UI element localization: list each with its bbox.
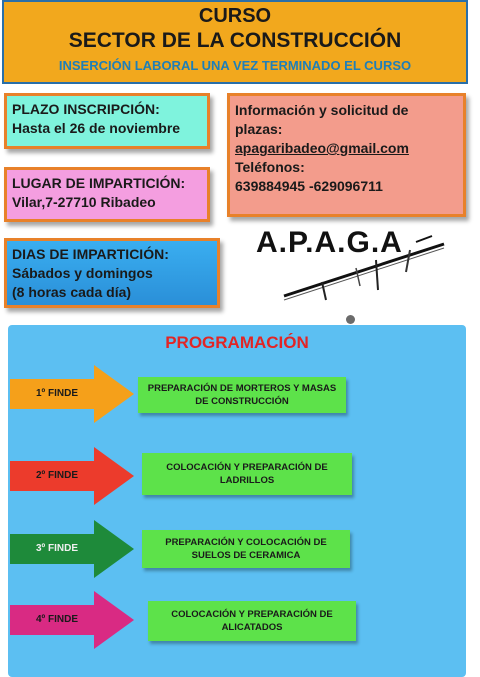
week-1-arrow	[10, 365, 134, 423]
header-course-title: SECTOR DE LA CONSTRUCCIÓN	[68, 29, 402, 52]
week-4-arrow	[10, 591, 134, 649]
week-3-arrow	[10, 520, 134, 578]
course-header	[2, 0, 468, 84]
week-1-topic	[138, 377, 346, 413]
week-1-topic-text: PREPARACIÓN DE MORTEROS Y MASAS DE CONSTRUCCIÓN	[147, 383, 337, 407]
registration-deadline-title: PLAZO INSCRIPCIÓN:	[12, 101, 160, 117]
contact-email-link[interactable]: apagaribadeo@gmail.com	[235, 140, 409, 156]
week-3-topic-text: PREPARACIÓN Y COLOCACIÓN DE SUELOS DE CERAMICA	[165, 537, 327, 561]
schedule-days: Sábados y domingos	[12, 265, 153, 281]
apaga-logo-text: A.P.A.G.A	[256, 226, 403, 259]
contact-info-box	[227, 93, 466, 217]
week-2-topic-text: COLOCACIÓN Y PREPARACIÓN DE LADRILLOS	[166, 462, 328, 486]
week-2-topic	[142, 453, 352, 495]
program-panel	[8, 325, 466, 677]
location-value: Vilar,7-27710 Ribadeo	[12, 194, 156, 210]
contact-phones: 639884945 -629096711	[235, 178, 383, 194]
week-1-label: 1º FINDE	[36, 388, 78, 399]
contact-info-line2: plazas:	[235, 121, 283, 137]
week-4-topic	[148, 601, 356, 641]
program-title: PROGRAMACIÓN	[165, 333, 309, 352]
week-4-topic-text: COLOCACIÓN Y PREPARACIÓN DE ALICATADOS	[171, 609, 333, 633]
week-2-arrow	[10, 447, 134, 505]
schedule-hours: (8 horas cada día)	[12, 284, 132, 300]
header-subtitle: INSERCIÓN LABORAL UNA VEZ TERMINADO EL CURSO	[58, 58, 412, 73]
contact-phones-label: Teléfonos:	[235, 159, 305, 175]
decorative-dot	[346, 315, 355, 324]
schedule-title: DIAS DE IMPARTICIÓN:	[12, 246, 169, 262]
week-3-topic	[142, 530, 350, 568]
contact-info-line1: Información y solicitud de	[235, 102, 409, 118]
week-4-label: 4º FINDE	[36, 614, 78, 625]
location-box	[4, 167, 210, 222]
schedule-box	[4, 238, 220, 308]
location-title: LUGAR DE IMPARTICIÓN:	[12, 175, 186, 191]
week-3-label: 3º FINDE	[36, 543, 78, 554]
week-2-label: 2º FINDE	[36, 470, 78, 481]
pickaxe-icon	[256, 222, 446, 322]
registration-deadline-value: Hasta el 26 de noviembre	[12, 120, 181, 136]
apaga-logo	[256, 222, 446, 322]
registration-deadline-box	[4, 93, 210, 149]
header-course-label: CURSO	[198, 5, 272, 27]
